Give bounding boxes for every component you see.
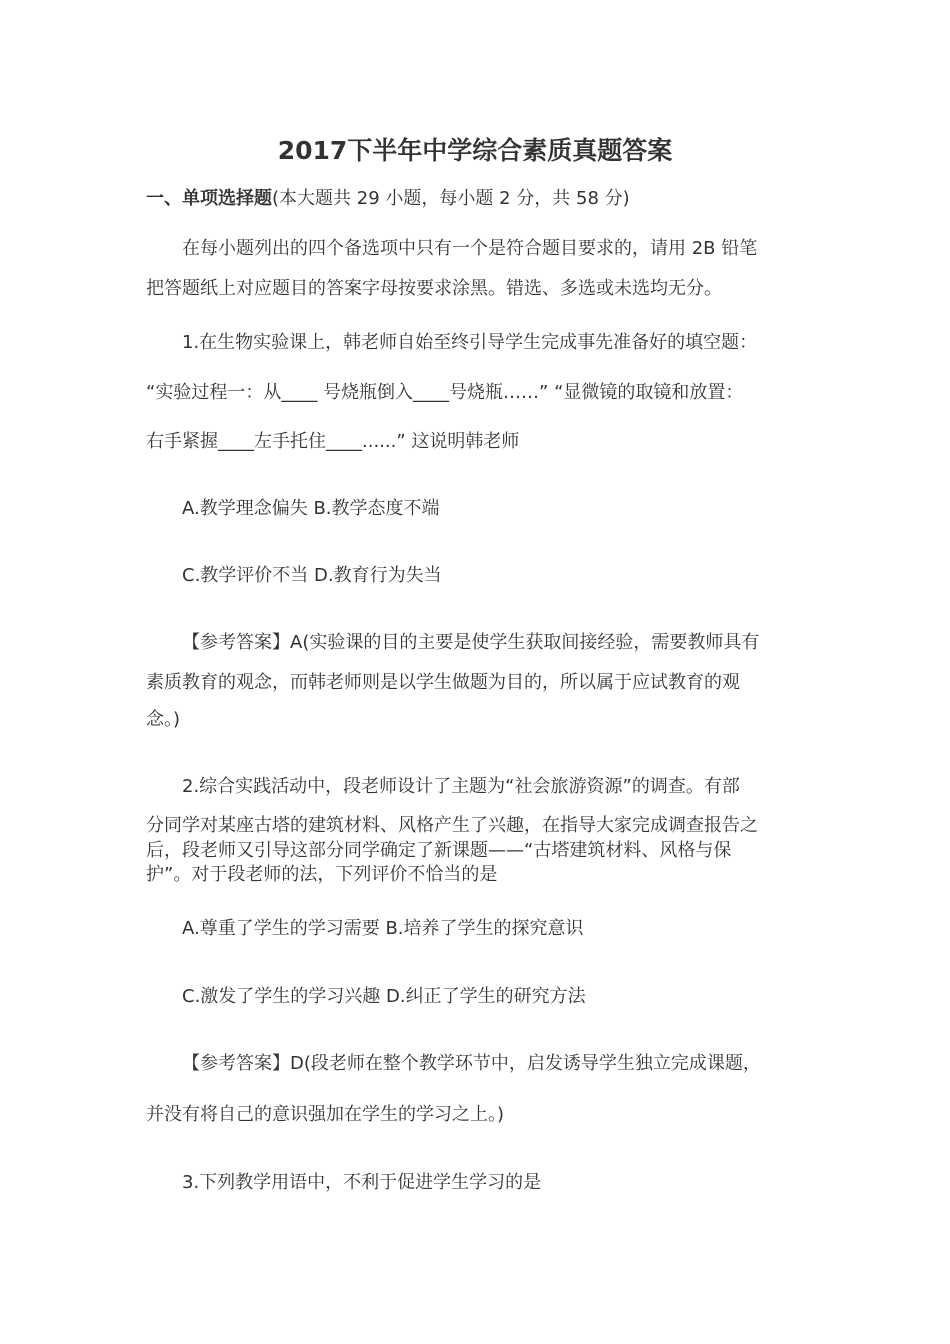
question-2-stem-line: 护”。对于段老师的法，下列评价不恰当的是	[146, 864, 498, 885]
question-1-answer-line: 素质教育的观念，而韩老师则是以学生做题为目的，所以属于应试教育的观	[146, 672, 740, 693]
question-1-stem-line: 1.在生物实验课上，韩老师自始至终引导学生完成事先准备好的填空题：	[182, 332, 758, 353]
section-heading-detail: (本大题共 29 小题，每小题 2 分，共 58 分)	[272, 188, 630, 209]
question-2-stem-line: 2.综合实践活动中，段老师设计了主题为“社会旅游资源”的调查。有部	[182, 776, 740, 797]
question-2-answer-line: 【参考答案】D(段老师在整个教学环节中，启发诱导学生独立完成课题，	[182, 1053, 761, 1074]
question-1-stem-line: “实验过程一：从____ 号烧瓶倒入____号烧瓶……” “显微镜的取镜和放置：	[146, 382, 744, 403]
instruction-line: 把答题纸上对应题目的答案字母按要求涂黑。错选、多选或未选均无分。	[146, 278, 722, 299]
section-heading-label: 一、单项选择题	[146, 188, 272, 209]
question-2-stem-line: 分同学对某座古塔的建筑材料、风格产生了兴趣，在指导大家完成调查报告之	[146, 815, 758, 836]
question-1-answer-line: 【参考答案】A(实验课的目的主要是使学生获取间接经验，需要教师具有	[182, 632, 760, 653]
question-1-option-line: A.教学理念偏失 B.教学态度不端	[182, 498, 440, 519]
question-2-answer-line: 并没有将自己的意识强加在学生的学习之上。)	[146, 1104, 505, 1125]
question-1-stem-line: 右手紧握____左手托住____......” 这说明韩老师	[146, 431, 520, 452]
section-heading	[146, 186, 630, 212]
question-2-option-line: A.尊重了学生的学习需要 B.培养了学生的探究意识	[182, 918, 584, 939]
question-2-option-line: C.激发了学生的学习兴趣 D.纠正了学生的研究方法	[182, 986, 586, 1007]
question-2-stem-line: 后，段老师又引导这部分同学确定了新课题——“古塔建筑材料、风格与保	[146, 840, 732, 861]
instruction-line: 在每小题列出的四个备选项中只有一个是符合题目要求的，请用 2B 铅笔	[182, 238, 758, 259]
page-title: 2017下半年中学综合素质真题答案	[277, 136, 673, 165]
question-1-answer-line: 念。)	[146, 709, 181, 730]
question-3-stem-line: 3.下列教学用语中，不利于促进学生学习的是	[182, 1172, 542, 1193]
question-1-option-line: C.教学评价不当 D.教育行为失当	[182, 565, 442, 586]
